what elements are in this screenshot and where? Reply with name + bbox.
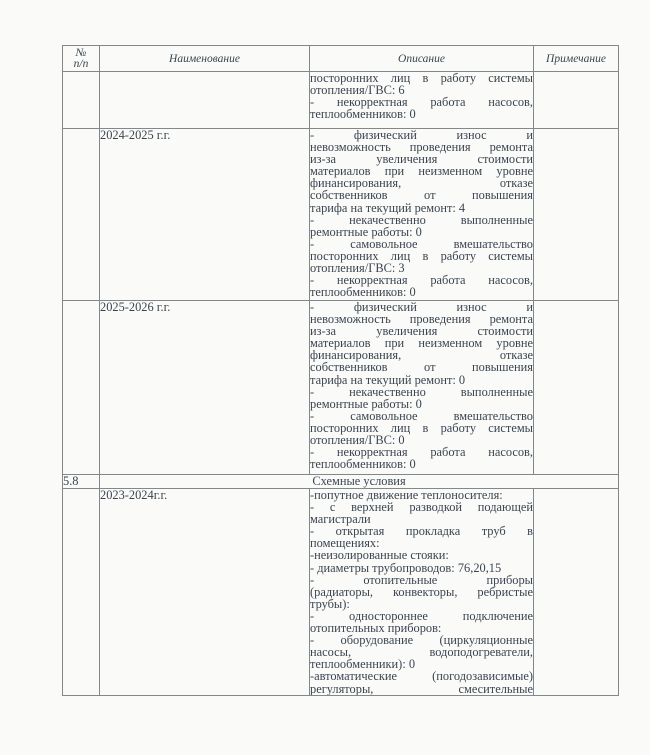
- desc-line: - некорректная работа насосов,: [310, 273, 533, 288]
- desc-line: теплообменников: 0: [310, 107, 416, 122]
- num-cell: [63, 301, 100, 475]
- desc-line: - некачественно выполненные: [310, 212, 533, 227]
- desc-line: из-за увеличения стоимости: [310, 324, 533, 339]
- num-cell: [63, 129, 100, 301]
- header-note: Примечание: [534, 46, 619, 72]
- description-cell: [310, 129, 534, 301]
- description-cell: [310, 301, 534, 475]
- desc-line: - самовольное вмешательство: [310, 236, 533, 251]
- desc-line: теплообменники): 0: [310, 657, 416, 672]
- table-row-2023-2024: [63, 489, 619, 696]
- table-row-section-5-8: [63, 475, 619, 489]
- desc-line: помещениях:: [310, 536, 380, 551]
- desc-line: - открытая прокладка труб в: [310, 524, 533, 539]
- desc-line: тарифа на текущий ремонт: 4: [310, 200, 466, 215]
- desc-line: тарифа на текущий ремонт: 0: [310, 372, 466, 387]
- desc-line: ремонтные работы: 0: [310, 396, 422, 411]
- table-header-row: [63, 46, 619, 72]
- section-title: Схемные условия: [100, 475, 619, 489]
- desc-line: из-за увеличения стоимости: [310, 152, 533, 167]
- desc-line: - с верхней разводкой подающей: [310, 500, 533, 515]
- desc-line: теплообменников: 0: [310, 457, 416, 472]
- desc-line: - физический износ и: [310, 128, 533, 142]
- desc-line: посторонних лиц в работу системы: [310, 71, 533, 85]
- name-cell: [100, 72, 310, 129]
- desc-line: (радиаторы, конвекторы, ребристые: [310, 584, 533, 599]
- note-cell: [534, 72, 619, 129]
- header-name: Наименование: [100, 46, 310, 72]
- desc-line: - некорректная работа насосов,: [310, 445, 533, 460]
- desc-line: отопления/ГВС: 3: [310, 261, 405, 276]
- name-cell: 2025-2026 г.г.: [100, 301, 310, 475]
- desc-line: -автоматические (погодозависимые): [310, 669, 533, 684]
- desc-line: - отопительные приборы: [310, 572, 533, 587]
- document-table: [62, 45, 619, 696]
- desc-line: теплообменников: 0: [310, 285, 416, 300]
- desc-line: регуляторы, смесительные: [310, 681, 533, 696]
- desc-line: - одностороннее подключение: [310, 608, 533, 623]
- name-cell: 2024-2025 г.г.: [100, 129, 310, 301]
- desc-line: материалов при неизменном уровне: [310, 336, 533, 351]
- desc-line: трубы):: [310, 596, 350, 611]
- desc-line: невозможность проведения ремонта: [310, 312, 533, 327]
- desc-line: материалов при неизменном уровне: [310, 164, 533, 179]
- desc-line: посторонних лиц в работу системы: [310, 248, 533, 263]
- desc-line: -неизолированные стояки:: [310, 548, 449, 563]
- desc-line: - оборудование (циркуляционные: [310, 633, 533, 648]
- desc-line: отопления/ГВС: 6: [310, 83, 405, 98]
- table-row-continuation: [63, 72, 619, 129]
- table-row-2025-2026: [63, 301, 619, 475]
- table-row-2024-2025: [63, 129, 619, 301]
- header-num-line2: п/п: [73, 57, 89, 70]
- note-cell: [534, 489, 619, 696]
- desc-line: отопления/ГВС: 0: [310, 433, 405, 448]
- desc-line: - некорректная работа насосов,: [310, 95, 533, 110]
- desc-line: насосы, водоподогреватели,: [310, 645, 533, 660]
- header-num: [63, 46, 100, 72]
- desc-line: финансирования, отказе: [310, 176, 533, 191]
- num-cell: [63, 489, 100, 696]
- desc-line: - диаметры трубопроводов: 76,20,15: [310, 560, 502, 575]
- desc-line: собственников от повышения: [310, 188, 533, 203]
- desc-line: - физический износ и: [310, 300, 533, 314]
- note-cell: [534, 301, 619, 475]
- header-description: Описание: [310, 46, 534, 72]
- desc-line: -попутное движение теплоносителя:: [310, 488, 503, 502]
- name-cell: 2023-2024г.г.: [100, 489, 310, 696]
- header-num-line1: №: [75, 46, 87, 59]
- desc-line: магистрали: [310, 512, 371, 527]
- desc-line: финансирования, отказе: [310, 348, 533, 363]
- note-cell: [534, 129, 619, 301]
- description-cell: [310, 489, 534, 696]
- section-num: 5.8: [63, 475, 100, 489]
- desc-line: - самовольное вмешательство: [310, 408, 533, 423]
- desc-line: - некачественно выполненные: [310, 384, 533, 399]
- desc-line: невозможность проведения ремонта: [310, 140, 533, 155]
- desc-line: посторонних лиц в работу системы: [310, 420, 533, 435]
- num-cell: [63, 72, 100, 129]
- desc-line: собственников от повышения: [310, 360, 533, 375]
- desc-line: отопительных приборов:: [310, 621, 442, 636]
- desc-line: ремонтные работы: 0: [310, 224, 422, 239]
- description-cell: [310, 72, 534, 129]
